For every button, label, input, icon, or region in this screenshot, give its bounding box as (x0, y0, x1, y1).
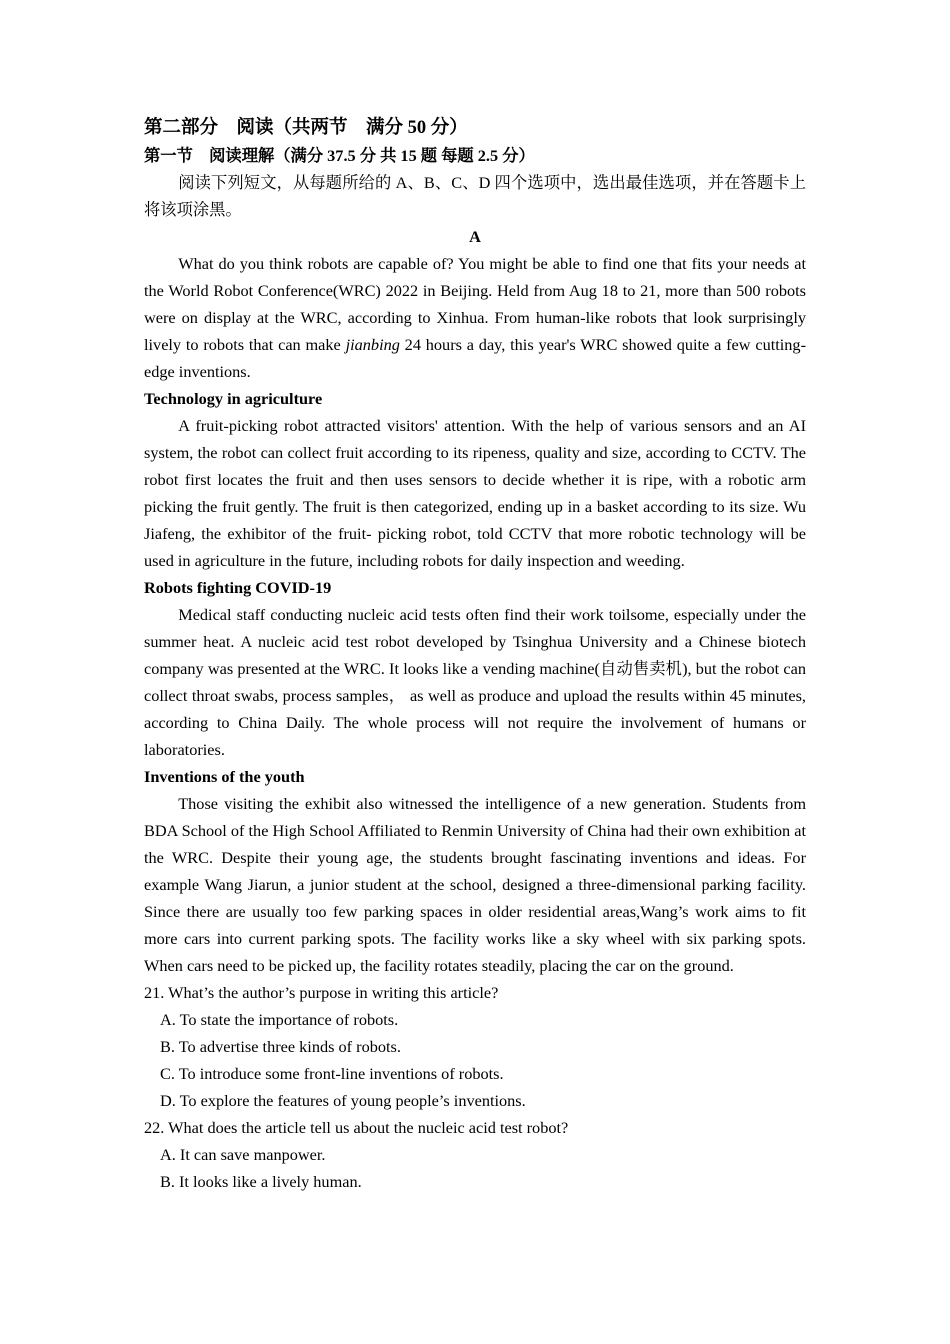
question-21-option-b: B. To advertise three kinds of robots. (160, 1037, 401, 1056)
section-text-youth: Those visiting the exhibit also witnessed the intelligence of a new generation. Students from BDA School of the High School Affiliated to Renmin University of China had their own exhibition at the WRC. Despite their young age, the students brought fascinating inventions and ideas. For example Wang Jiarun, a junior student at the school, designed a three-dimensional parking facility. Since there are usually too few parking spaces in older residential areas,Wang’s work aims to fit more cars into current parking spots. The facility works like a sky wheel with six parking spots. When cars need to be picked up, the facility rotates steadily, placing the car on the ground. (144, 794, 806, 975)
question-21-option-d: D. To explore the features of young people’s inventions. (160, 1091, 526, 1110)
intro-text-2: 24 hours a day, this year's WRC showed quite a few cutting-edge inventions. (144, 335, 806, 381)
question-22-stem: 22. What does the article tell us about the nucleic acid test robot? (144, 1118, 569, 1137)
question-21-stem: 21. What’s the author’s purpose in writing this article? (144, 983, 499, 1002)
section-heading-agriculture: Technology in agriculture (144, 389, 323, 408)
intro-italic-word: jianbing (345, 335, 400, 354)
passage-label: A (469, 227, 481, 246)
instructions: 阅读下列短文，从每题所给的 A、B、C、D 四个选项中，选出最佳选项，并在答题卡上将该项涂黑。 (144, 173, 806, 219)
part-title: 第二部分 阅读（共两节 满分 50 分） (144, 118, 468, 138)
question-22-option-b: B. It looks like a lively human. (160, 1172, 362, 1191)
section-heading-youth: Inventions of the youth (144, 767, 305, 786)
intro-text-1: What do you think robots are capable of? You might be able to find one that fits your needs at the World Robot Conference(WRC) 2022 in Beijing. Held from Aug 18 to 21, more than 500 robots were on display at the WRC, according to Xinhua. From human-like robots that look surprisingly lively to robots that can make (144, 254, 806, 354)
section-text-covid: Medical staff conducting nucleic acid tests often find their work toilsome, especially under the summer heat. A nucleic acid test robot developed by Tsinghua University and a Chinese biotech company was presented at the WRC. It looks like a vending machine(自动售卖机), but the robot can collect throat swabs, process samples， as well as produce and upload the results within 45 minutes, according to China Daily. The whole process will not require the involvement of humans or laboratories. (144, 605, 806, 759)
question-21-option-a: A. To state the importance of robots. (160, 1010, 399, 1029)
question-22-option-a: A. It can save manpower. (160, 1145, 326, 1164)
question-21-option-c: C. To introduce some front-line inventions of robots. (160, 1064, 504, 1083)
exam-page (144, 114, 806, 1195)
section-title: 第一节 阅读理解（满分 37.5 分 共 15 题 每题 2.5 分） (144, 146, 535, 165)
intro-paragraph (144, 250, 806, 385)
section-text-agriculture: A fruit-picking robot attracted visitors' attention. With the help of various sensors and an AI system, the robot can collect fruit according to its ripeness, quality and size, according to CCTV. The robot first locates the fruit and then uses sensors to decide whether it is ripe, with a robotic arm picking the fruit gently. The fruit is then categorized, ending up in a basket according to its size. Wu Jiafeng, the exhibitor of the fruit- picking robot, told CCTV that more robotic technology will be used in agriculture in the future, including robots for daily inspection and weeding. (144, 416, 806, 570)
section-heading-covid: Robots fighting COVID-19 (144, 578, 332, 597)
